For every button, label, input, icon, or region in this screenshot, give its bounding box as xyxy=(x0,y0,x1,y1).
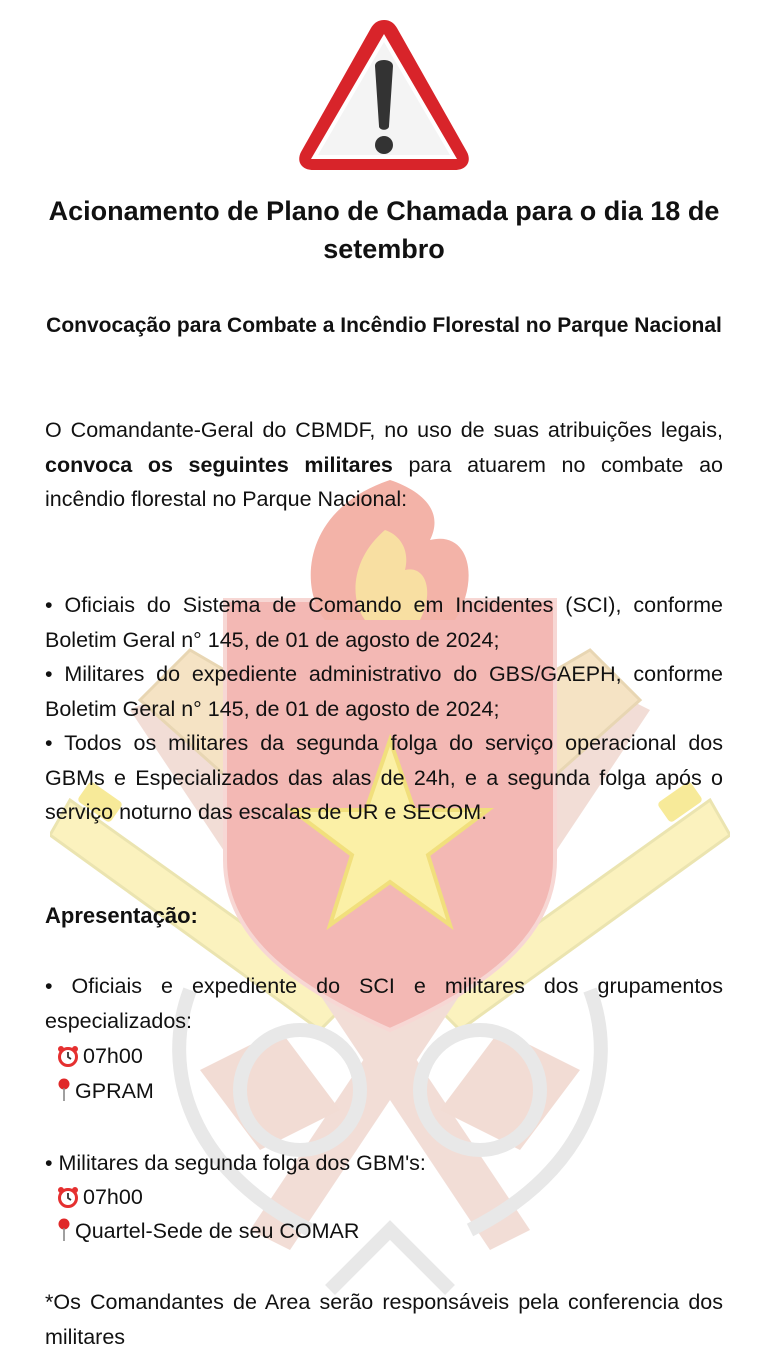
pin-icon xyxy=(57,1218,71,1242)
convocado-item: • Oficiais do Sistema de Comando em Incidentes (SCI), conforme Boletim Geral n° 145, de 01 de agosto de 2024; xyxy=(45,593,723,652)
convocado-item: • Todos os militares da segunda folga do serviço operacional dos GBMs e Especializados das alas de 24h, e a segunda folga após o serviço noturno das escalas de UR e SECOM. xyxy=(45,731,723,824)
group2-time-value: 07h00 xyxy=(83,1185,143,1209)
group1-label: • Oficiais e expediente do SCI e militares dos grupamentos especializados: xyxy=(45,974,723,1033)
warning-sign-icon xyxy=(294,14,474,174)
group1-place xyxy=(57,1074,735,1109)
group2-place-value: Quartel-Sede de seu COMAR xyxy=(75,1219,360,1243)
group2-place xyxy=(57,1214,735,1249)
footer-note: *Os Comandantes de Area serão responsáveis pela conferencia dos militares xyxy=(45,1290,723,1349)
group1-time xyxy=(57,1039,735,1074)
intro-text-1: O Comandante-Geral do CBMDF, no uso de suas atribuições legais, xyxy=(45,418,723,442)
group1-time-value: 07h00 xyxy=(83,1044,143,1068)
group2-label: • Militares da segunda folga dos GBM's: xyxy=(45,1151,426,1175)
page-subtitle: Convocação para Combate a Incêndio Florestal no Parque Nacional xyxy=(46,314,722,337)
intro-bold: convoca os seguintes militares xyxy=(45,452,393,477)
apresentacao-heading: Apresentação: xyxy=(45,903,198,928)
pin-icon xyxy=(57,1078,71,1102)
alarm-clock-icon xyxy=(57,1186,79,1208)
group1-place-value: GPRAM xyxy=(75,1079,154,1103)
alarm-clock-icon xyxy=(57,1045,79,1067)
intro-text-2: para atuarem no combate ao incêndio florestal no Parque Nacional: xyxy=(45,452,723,511)
convocado-item: • Militares do expediente administrativo do GBS/GAEPH, conforme Boletim Geral n° 145, de 01 de agosto de 2024; xyxy=(45,662,723,721)
group2-time xyxy=(57,1180,735,1215)
intro-paragraph xyxy=(45,413,723,517)
page-title: Acionamento de Plano de Chamada para o dia 18 de setembro xyxy=(48,196,720,264)
